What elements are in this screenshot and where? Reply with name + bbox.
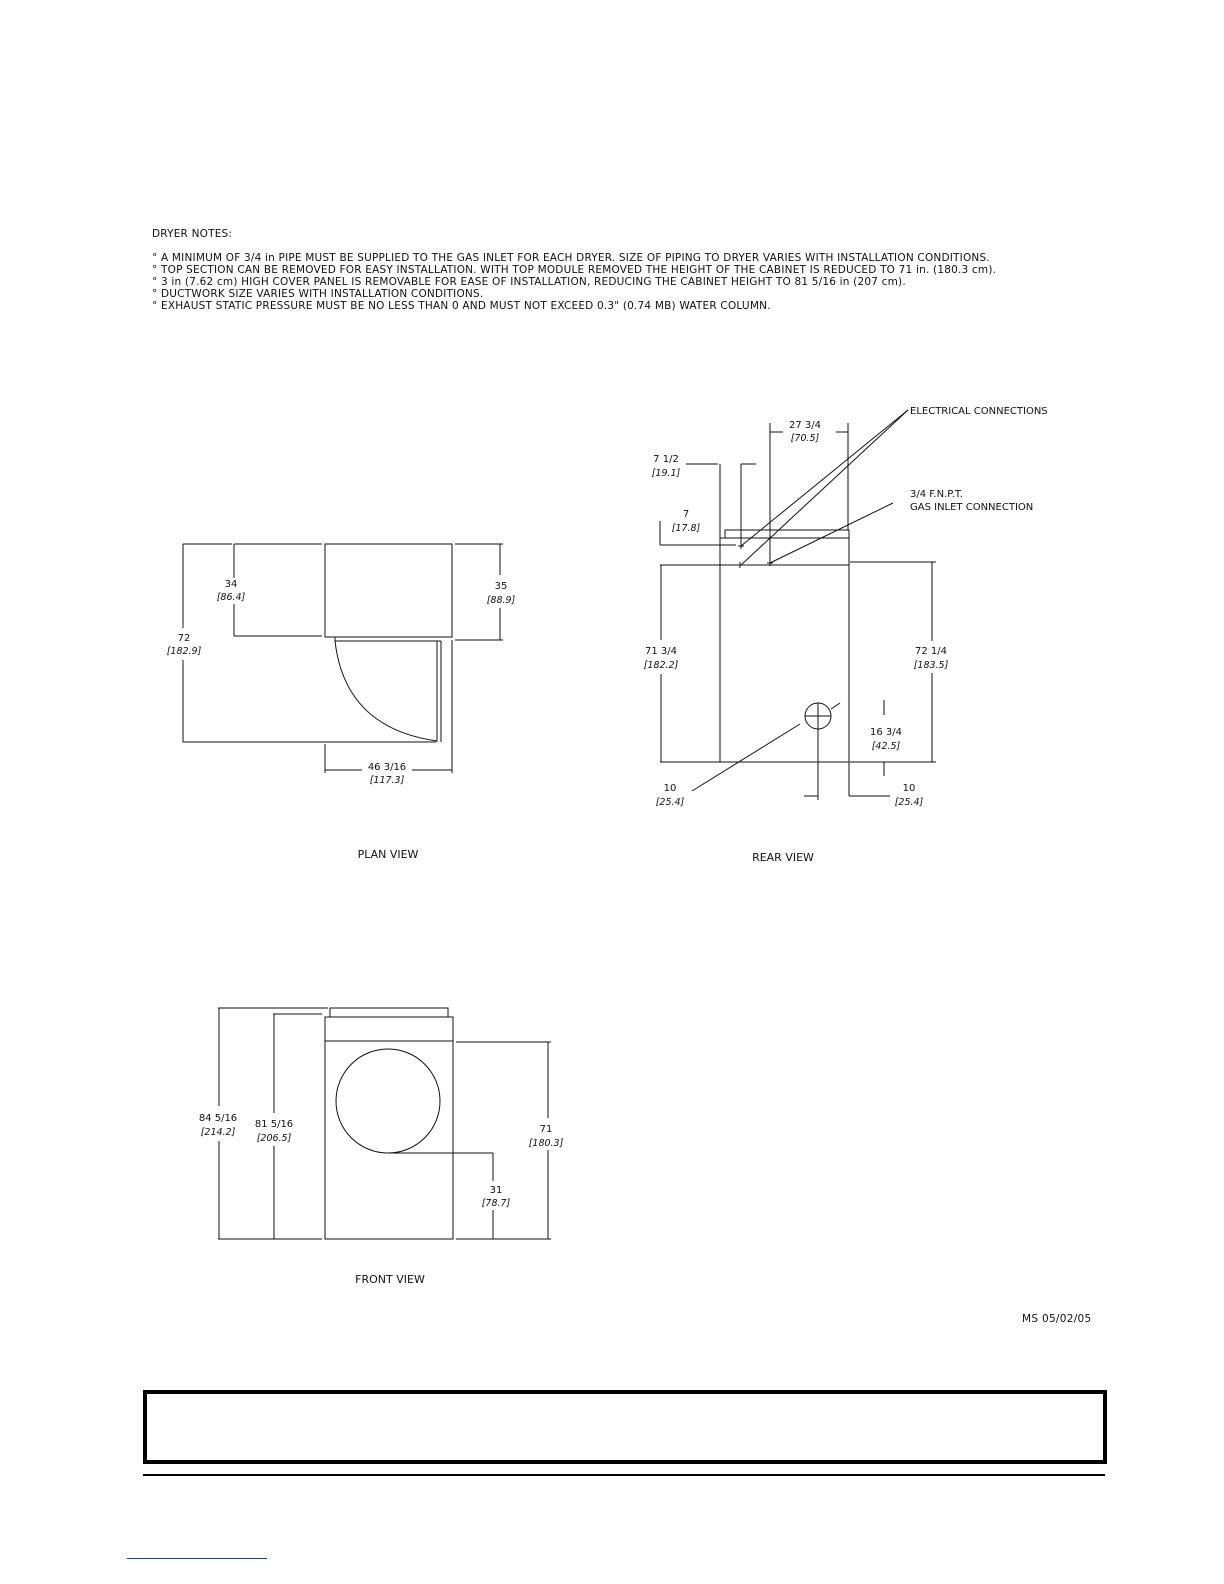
front-view-caption: FRONT VIEW: [355, 1273, 425, 1286]
plan-view-caption: PLAN VIEW: [357, 848, 419, 861]
front-dim-71: 71: [539, 1124, 553, 1135]
note-item: ° EXHAUST STATIC PRESSURE MUST BE NO LESS THAN 0 AND MUST NOT EXCEED 0.3" (0.74 MB) WATER COLUMN.: [152, 300, 771, 312]
link-underline[interactable]: [127, 1558, 267, 1559]
footer-box: [143, 1390, 1107, 1464]
rear-dim-10b-metric: [25.4]: [894, 797, 924, 808]
plan-dim-34: 34: [224, 579, 238, 590]
front-dim-84-metric: [214.2]: [200, 1127, 236, 1138]
rear-dim-7: 7: [682, 509, 690, 520]
rear-dim-10a: 10: [663, 783, 677, 794]
gas-inlet-label-1: 3/4 F.N.P.T.: [910, 489, 964, 500]
rear-dim-16: 16 3/4: [870, 727, 902, 738]
plan-dim-72-metric: [182.9]: [166, 646, 202, 657]
dryer-door: [336, 1049, 440, 1153]
rear-dim-10b: 10: [902, 783, 916, 794]
notes-heading: DRYER NOTES:: [152, 228, 233, 240]
drawing-stamp: MS 05/02/05: [1022, 1313, 1092, 1325]
rear-dim-7-half: 7 1/2: [653, 454, 679, 465]
plan-dim-width: 46 3/16: [367, 762, 407, 773]
plan-dim-34-metric: [86.4]: [216, 592, 246, 603]
note-item: ° 3 in (7.62 cm) HIGH COVER PANEL IS REMOVABLE FOR EASE OF INSTALLATION, REDUCING THE CABINET HEIGHT TO 81 5/16 in (207 cm).: [152, 276, 906, 288]
plan-dim-72: 72: [177, 633, 191, 644]
note-item: ° A MINIMUM OF 3/4 in PIPE MUST BE SUPPLIED TO THE GAS INLET FOR EACH DRYER. SIZE OF PIPING TO DRYER VARIES WITH INSTALLATION CONDITIONS.: [152, 252, 990, 264]
door-swing-arc: [335, 641, 437, 741]
front-cabinet: [325, 1041, 453, 1239]
rear-dim-27: 27 3/4: [789, 420, 821, 431]
plan-dim-width-metric: [117.3]: [369, 775, 405, 786]
rear-dim-72: 72 1/4: [915, 646, 947, 657]
rear-dim-72-metric: [183.5]: [913, 660, 949, 671]
rear-view-caption: REAR VIEW: [752, 851, 814, 864]
footer-rule: [143, 1474, 1105, 1476]
rear-dim-71-metric: [182.2]: [643, 660, 679, 671]
rear-dim-27-metric: [70.5]: [790, 433, 820, 444]
plan-dim-35: 35: [494, 581, 508, 592]
note-item: ° DUCTWORK SIZE VARIES WITH INSTALLATION CONDITIONS.: [152, 288, 484, 300]
note-item: ° TOP SECTION CAN BE REMOVED FOR EASY INSTALLATION. WITH TOP MODULE REMOVED THE HEIGHT OF THE CABINET IS REDUCED TO 71 in. (180.3 cm).: [152, 264, 997, 276]
front-top-module: [325, 1017, 453, 1041]
rear-dim-71: 71 3/4: [645, 646, 677, 657]
rear-dim-16-metric: [42.5]: [871, 741, 901, 752]
rear-top-module: [720, 538, 849, 565]
rear-dim-7-half-metric: [19.1]: [651, 468, 681, 479]
rear-dim-10a-metric: [25.4]: [655, 797, 685, 808]
plan-cabinet-outline: [325, 544, 452, 637]
rear-cabinet: [720, 565, 849, 762]
front-dim-81-metric: [206.5]: [256, 1133, 292, 1144]
front-dim-71-metric: [180.3]: [528, 1138, 564, 1149]
front-dim-81: 81 5/16: [254, 1119, 294, 1130]
plan-dim-35-metric: [88.9]: [486, 595, 516, 606]
front-cover-panel: [330, 1008, 448, 1017]
electrical-connections-label: ELECTRICAL CONNECTIONS: [910, 406, 1048, 417]
gas-inlet-label-2: GAS INLET CONNECTION: [910, 502, 1034, 513]
front-dim-84: 84 5/16: [198, 1113, 238, 1124]
rear-dim-7-metric: [17.8]: [671, 523, 701, 534]
front-dim-31-metric: [78.7]: [481, 1198, 511, 1209]
front-dim-31: 31: [489, 1185, 503, 1196]
